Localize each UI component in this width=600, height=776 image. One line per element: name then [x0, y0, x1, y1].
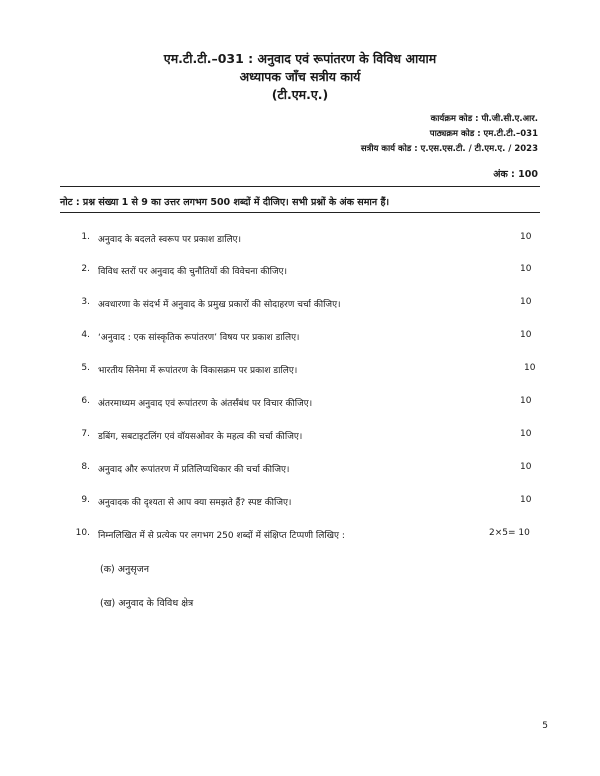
assignment-code: सत्रीय कार्य कोड : ए.एस.एस.टी. / टी.एम.ए. / 2023: [360, 144, 538, 154]
instruction-note: नोट : प्रश्न संख्या 1 से 9 का उत्तर लगभग 500 शब्दों में दीजिए। सभी प्रश्नों के अंक समान हैं।: [60, 197, 390, 208]
question-text: विविध स्तरों पर अनुवाद की चुनौतियों की विवेचना कीजिए।: [98, 267, 288, 277]
divider-bottom: [60, 212, 540, 213]
title-line-2: अध्यापक जाँच सत्रीय कार्य: [239, 69, 361, 84]
question-text: अनुवाद और रूपांतरण में प्रतिलिप्यधिकार की चर्चा कीजिए।: [98, 465, 290, 475]
question-number: 7.: [81, 429, 90, 439]
question-text: अवधारणा के संदर्भ में अनुवाद के प्रमुख प्रकारों की सोदाहरण चर्चा कीजिए।: [98, 300, 341, 310]
subpart-item: (ख) अनुवाद के विविध क्षेत्र: [100, 598, 194, 609]
question-text: ‘अनुवाद : एक सांस्कृतिक रूपांतरण’ विषय पर प्रकाश डालिए।: [98, 333, 300, 343]
question-marks: 10: [520, 330, 532, 340]
programme-code: कार्यक्रम कोड : पी.जी.सी.ए.आर.: [430, 114, 538, 124]
question-number: 10.: [75, 528, 90, 538]
question-text: डबिंग, सबटाइटलिंग एवं वॉयसओवर के महत्व की चर्चा कीजिए।: [98, 432, 303, 442]
question-marks: 10: [520, 462, 532, 472]
title-line-3: (टी.एम.ए.): [271, 87, 329, 102]
question-number: 6.: [81, 396, 90, 406]
title-line-1: एम.टी.टी.–031 : अनुवाद एवं रूपांतरण के विविध आयाम: [163, 51, 437, 66]
question-marks: 10: [520, 396, 532, 406]
question-marks: 10: [520, 264, 532, 274]
question-marks: 10: [520, 495, 532, 505]
question-number: 2.: [81, 264, 90, 274]
question-number: 5.: [81, 363, 90, 373]
total-marks: अंक : 100: [493, 169, 538, 180]
question-marks: 2×5= 10: [489, 528, 530, 538]
question-marks: 10: [524, 363, 536, 373]
question-number: 3.: [81, 297, 90, 307]
question-marks: 10: [520, 297, 532, 307]
page-number: 5: [542, 721, 548, 731]
question-text: अनुवादक की दृश्यता से आप क्या समझते हैं? स्पष्ट कीजिए।: [98, 498, 292, 508]
question-text: निम्नलिखित में से प्रत्येक पर लगभग 250 शब्दों में संक्षिप्त टिप्पणी लिखिए :: [98, 531, 345, 541]
question-number: 8.: [81, 462, 90, 472]
subpart-item: (क) अनुसृजन: [100, 564, 150, 575]
question-number: 4.: [81, 330, 90, 340]
question-marks: 10: [520, 232, 532, 242]
question-text: अनुवाद के बदलते स्वरूप पर प्रकाश डालिए।: [98, 235, 242, 245]
question-number: 1.: [81, 232, 90, 242]
question-number: 9.: [81, 495, 90, 505]
divider-top: [60, 186, 540, 187]
course-code: पाठ्यक्रम कोड : एम.टी.टी.–031: [429, 129, 538, 139]
question-marks: 10: [520, 429, 532, 439]
question-text: अंतरमाध्यम अनुवाद एवं रूपांतरण के अंतर्संबंध पर विचार कीजिए।: [98, 399, 313, 409]
question-text: भारतीय सिनेमा में रूपांतरण के विकासक्रम पर प्रकाश डालिए।: [98, 366, 298, 376]
